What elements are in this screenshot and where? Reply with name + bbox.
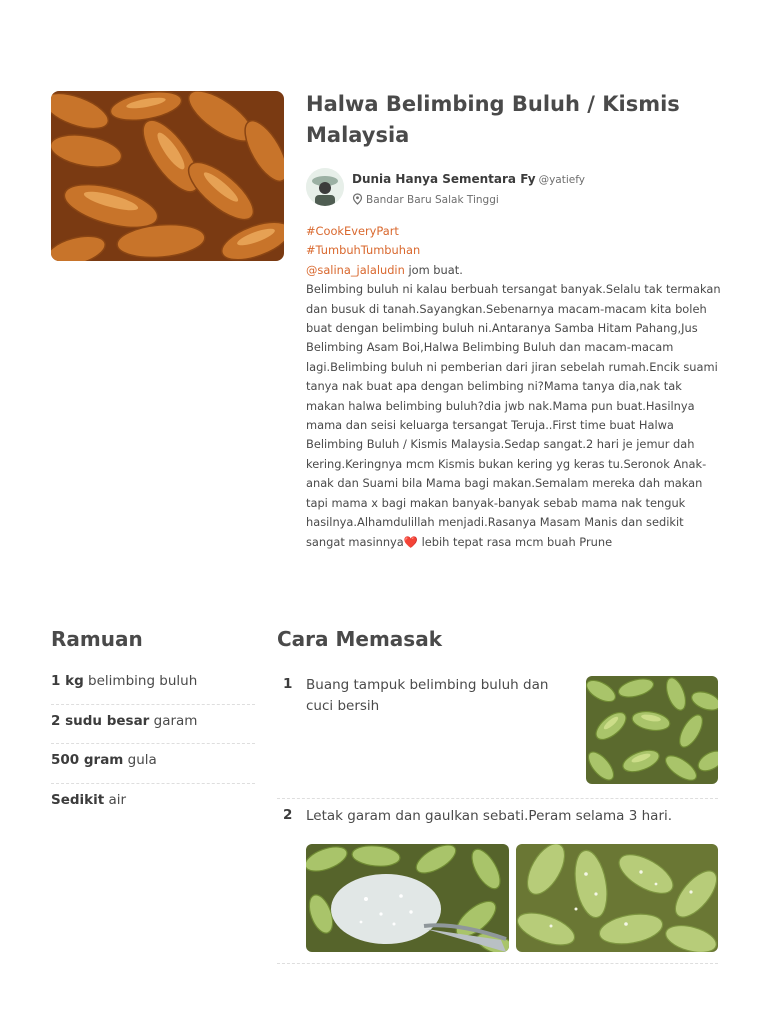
ingredient-quantity: 1 kg (51, 673, 84, 689)
story-text: Belimbing buluh ni kalau berbuah tersangat banyak.Selalu tak termakan dan busuk di tanah.Sayangkan.Sebenarnya macam-macam kita boleh buat dengan belimbing buluh ni.Antaranya Samba Hitam Pahang,Jus Belimbing Asam Boi,Halwa Belimbing Buluh dan macam-macam lagi.Belimbing buluh ni pemberian dari jiran sebelah rumah.Encik suami tanya nak buat apa dengan belimbing ni?Mama tanya dia,nak tak makan halwa belimbing buluh?dia jwb nak.Mama pun buat.Hasilnya mama dan seisi keluarga tersangat Teruja..First time buat Halwa Belimbing Buluh / Kismis Malaysia.Sedap sangat.2 hari je jemur dah kering.Keringnya mcm Kismis bukan kering yg keras tu.Seronok Anak-anak dan Suami bila Mama bagi makan.Semalam mereka dah makan tapi mama x bagi makan banyak-banyak sebab mama nak tenguk hasilnya.Alhamdulillah menjadi.Rasanya Masam Manis dan sedikit sangat masinnya (306, 282, 721, 549)
step-text: Letak garam dan gaulkan sebati.Peram selama 3 hari. (306, 808, 673, 824)
step-number: 2 (283, 807, 293, 823)
washed-starfruit-image (586, 676, 718, 784)
ingredient-item (51, 665, 255, 705)
ingredients-list (51, 665, 255, 823)
avatar[interactable] (306, 168, 344, 206)
step-photo[interactable] (306, 844, 509, 952)
location-pin-icon (352, 193, 363, 205)
hashtag-link[interactable]: #CookEveryPart (306, 224, 399, 238)
ingredient-name: gula (123, 752, 157, 768)
step-photo[interactable] (586, 676, 718, 784)
ingredient-item (51, 784, 255, 824)
step-text: Buang tampuk belimbing buluh dan cuci bersih (306, 677, 549, 714)
mention-link[interactable]: @salina_jalaludin (306, 262, 405, 277)
recipe-title: Halwa Belimbing Buluh / Kismis Malaysia (306, 92, 680, 147)
ingredient-name: air (104, 791, 127, 808)
dried-starfruit-image (51, 91, 284, 261)
recipe-photo[interactable] (51, 91, 284, 261)
hashtag-link[interactable]: #TumbuhTumbuhan (306, 243, 421, 258)
step-item (277, 672, 718, 799)
recipe-story (306, 222, 724, 552)
author-handle[interactable]: @yatiefy (538, 174, 585, 186)
story-text-after-mention: jom buat. (404, 262, 463, 277)
step-number: 1 (283, 676, 293, 692)
location-text: Bandar Baru Salak Tinggi (366, 194, 499, 206)
author-name-line[interactable] (352, 172, 585, 186)
ingredient-quantity: 2 sudu besar (51, 712, 150, 729)
avatar-image (306, 168, 344, 206)
salted-starfruit-closeup-image (516, 844, 718, 952)
ingredient-item (51, 705, 255, 745)
salted-starfruit-image (306, 844, 509, 952)
ingredient-name: garam (149, 712, 198, 729)
ingredients-title: Ramuan (51, 627, 143, 651)
heart-icon: ❤️ (403, 534, 418, 549)
ingredient-quantity: 500 gram (51, 752, 124, 768)
ingredient-quantity: Sedikit (51, 791, 105, 808)
author-name[interactable]: Dunia Hanya Sementara Fy (352, 172, 536, 186)
ingredient-name: belimbing buluh (83, 673, 198, 689)
ingredient-item (51, 744, 255, 784)
step-photo[interactable] (516, 844, 718, 952)
author-info[interactable] (306, 168, 726, 208)
step-item (277, 803, 718, 964)
steps-title: Cara Memasak (277, 627, 442, 651)
story-text-ending: lebih tepat rasa mcm buah Prune (417, 534, 613, 549)
author-location (352, 193, 499, 206)
